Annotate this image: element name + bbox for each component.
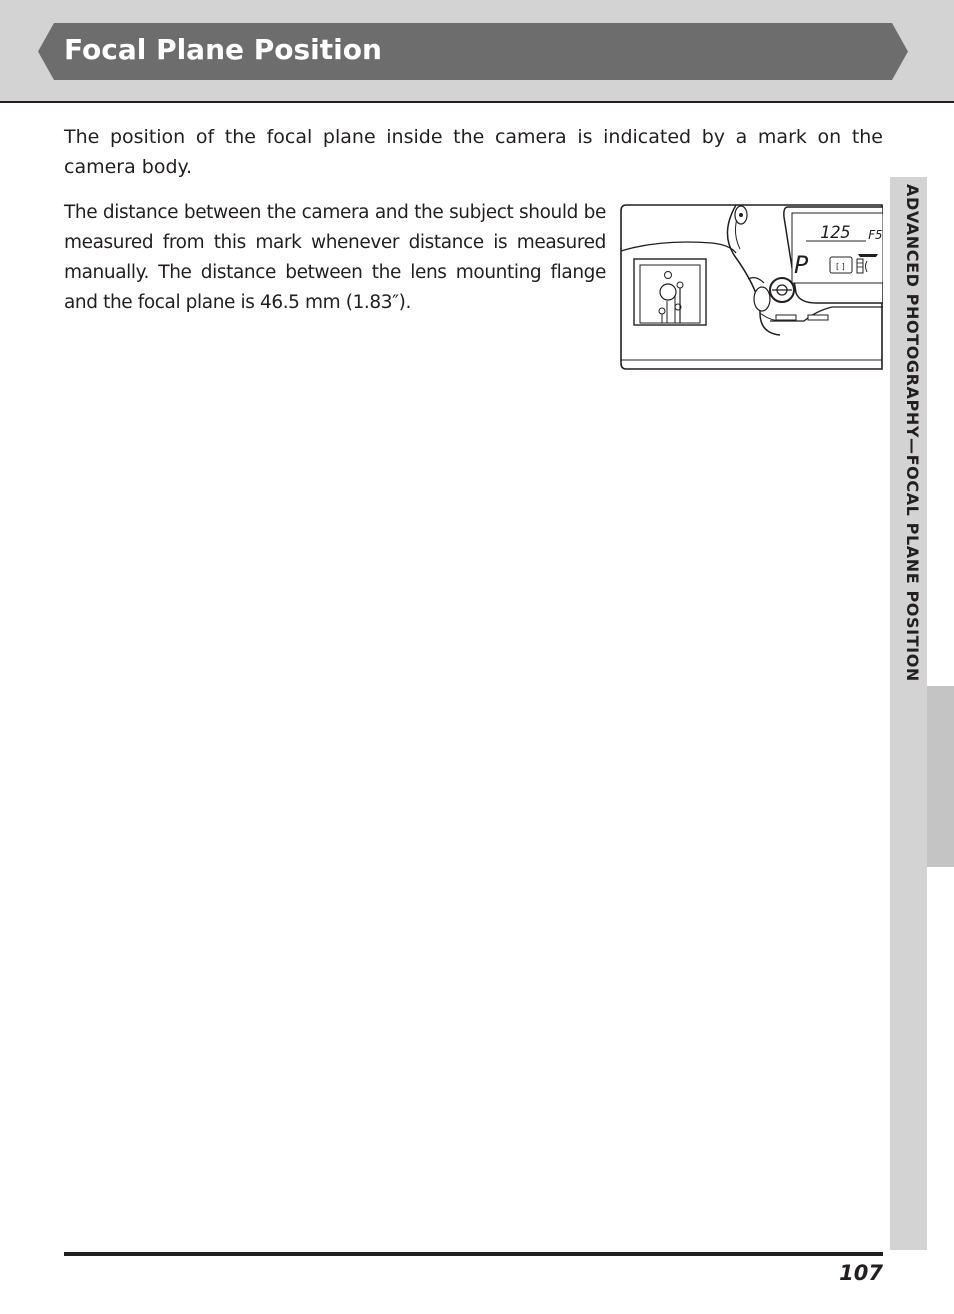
footer-rule xyxy=(64,1252,883,1256)
distance-paragraph: The distance between the camera and the subject should be measured from this mark whenever distance is measured manually. The distance between the lens mounting flange and the focal plane is 46.5 mm (1.83″). xyxy=(64,202,606,313)
lcd-shutter-readout: 125 xyxy=(820,223,851,243)
lcd-aperture-readout: F5 xyxy=(868,228,883,242)
svg-text:[ ]: [ ] xyxy=(836,262,845,271)
page-number: 107 xyxy=(839,1261,883,1285)
page-title: Focal Plane Position xyxy=(64,33,382,66)
section-side-label: ADVANCED PHOTOGRAPHY—FOCAL PLANE POSITION xyxy=(903,184,922,682)
camera-illustration xyxy=(620,203,883,371)
side-tab-marker xyxy=(927,686,954,867)
lcd-mode-readout: P xyxy=(794,251,809,279)
intro-paragraph: The position of the focal plane inside the camera is indicated by a mark on the camera body. xyxy=(64,126,883,178)
